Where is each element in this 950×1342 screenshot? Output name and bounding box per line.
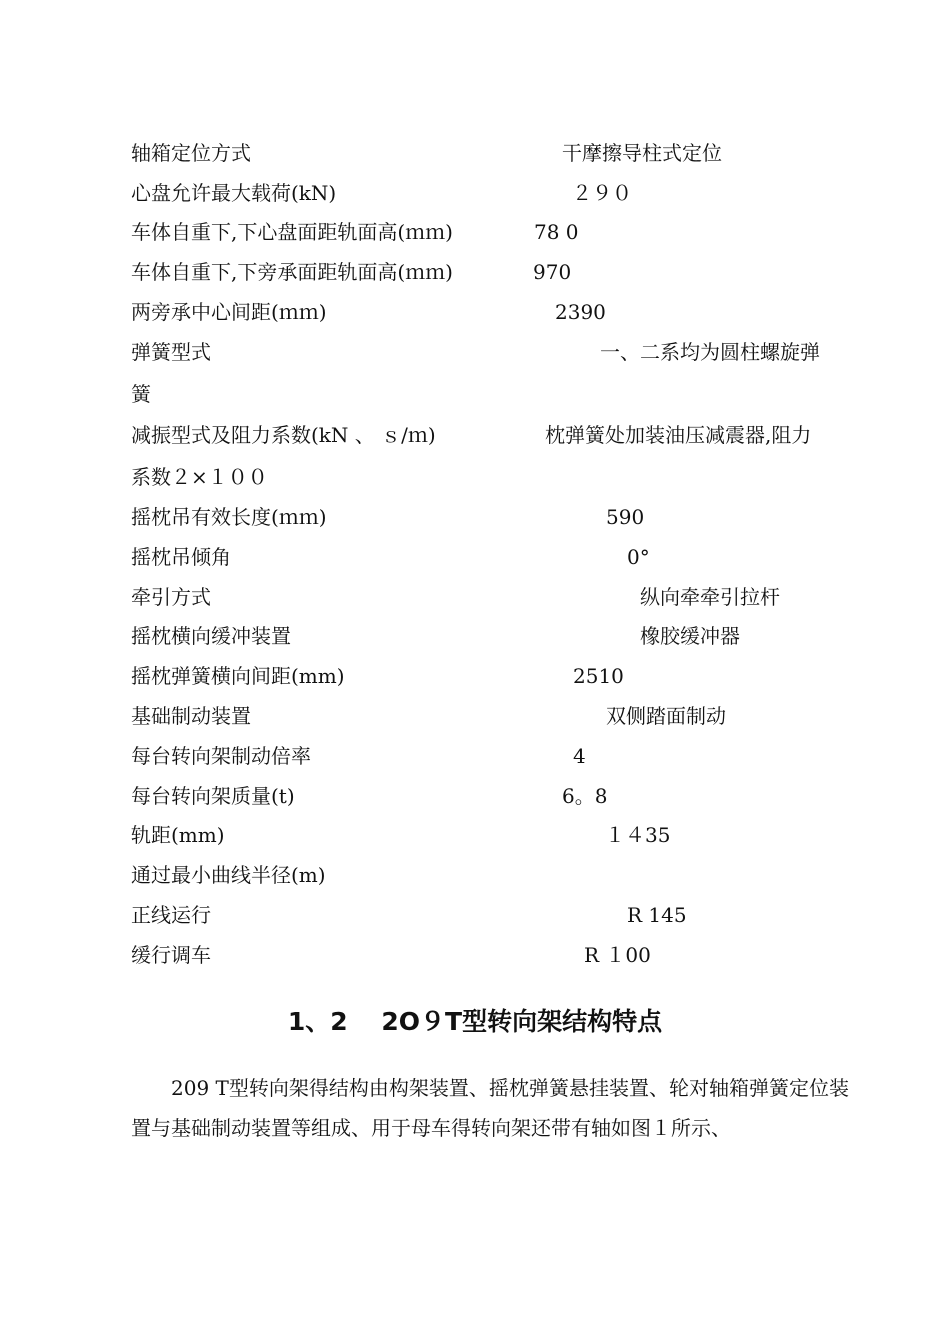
spec-row xyxy=(0,584,950,624)
spec-row xyxy=(0,783,950,823)
spec-label: 每台转向架质量(t) xyxy=(131,784,295,808)
spec-value: 一、二系均为圆柱螺旋弹 xyxy=(600,340,820,364)
section-heading: 1、2 2O９T型转向架结构特点 xyxy=(287,1007,663,1036)
spec-label: 基础制动装置 xyxy=(131,704,251,728)
spec-label: 摇枕吊倾角 xyxy=(131,545,231,569)
spec-label: 正线运行 xyxy=(131,903,211,927)
spec-value: 6。8 xyxy=(562,784,608,808)
spec-value: 78 0 xyxy=(534,220,579,244)
spec-row xyxy=(0,743,950,783)
spec-value: 橡胶缓冲器 xyxy=(640,624,740,648)
spec-row xyxy=(0,140,950,180)
spec-value: １４35 xyxy=(605,823,671,847)
spec-row xyxy=(0,259,950,299)
spec-label: 摇枕弹簧横向间距(mm) xyxy=(131,664,345,688)
spec-row xyxy=(0,544,950,584)
spec-label: 每台转向架制动倍率 xyxy=(131,744,311,768)
spec-row xyxy=(0,422,950,462)
spec-value: 2390 xyxy=(555,300,606,324)
spec-row xyxy=(0,339,950,379)
spec-row xyxy=(0,822,950,862)
spec-value: 双侧踏面制动 xyxy=(606,704,726,728)
spec-label: 系数２×１００ xyxy=(131,465,268,489)
spec-row xyxy=(0,663,950,703)
spec-row xyxy=(0,504,950,544)
spec-label: 轨距(mm) xyxy=(131,823,225,847)
spec-label: 牵引方式 xyxy=(131,585,211,609)
spec-value: 纵向牵牵引拉杆 xyxy=(640,585,780,609)
spec-row xyxy=(0,219,950,259)
spec-label: 车体自重下,下旁承面距轨面高(ｍｍ) xyxy=(131,260,453,284)
spec-row xyxy=(0,703,950,743)
spec-value: 干摩擦导柱式定位 xyxy=(562,141,722,165)
section-paragraph: 209 T型转向架得结构由构架装置、摇枕弹簧悬挂装置、轮对轴箱弹簧定位装置与基础制动装置等组成、用于母车得转向架还带有轴如图１所示、 xyxy=(131,1076,849,1140)
spec-value: R 145 xyxy=(627,903,687,927)
spec-row xyxy=(0,381,950,421)
spec-label: 轴箱定位方式 xyxy=(131,141,251,165)
spec-row xyxy=(0,942,950,982)
spec-label: 摇枕吊有效长度(ｍｍ) xyxy=(131,505,327,529)
spec-value: 970 xyxy=(533,260,572,284)
spec-value: 0° xyxy=(627,545,650,569)
spec-value: R １00 xyxy=(584,943,651,967)
spec-label: 心盘允许最大载荷(kN) xyxy=(131,181,337,205)
spec-row xyxy=(0,902,950,942)
spec-label: 缓行调车 xyxy=(131,943,211,967)
spec-label: 簧 xyxy=(131,382,151,406)
spec-row xyxy=(0,464,950,504)
spec-row xyxy=(0,623,950,663)
spec-value: 590 xyxy=(606,505,645,529)
spec-label: 车体自重下,下心盘面距轨面高(ｍｍ) xyxy=(131,220,453,244)
spec-label: 减振型式及阻力系数(kN 、 ｓ/ｍ) xyxy=(131,423,436,447)
spec-label: 两旁承中心间距(ｍｍ) xyxy=(131,300,327,324)
spec-row xyxy=(0,862,950,902)
spec-value: 枕弹簧处加装油压减震器,阻力 xyxy=(545,423,812,447)
spec-label: 摇枕横向缓冲装置 xyxy=(131,624,291,648)
spec-row xyxy=(0,299,950,339)
spec-label: 通过最小曲线半径(m) xyxy=(131,863,326,887)
spec-value: ２９０ xyxy=(572,181,632,205)
spec-label: 弹簧型式 xyxy=(131,340,211,364)
spec-row xyxy=(0,180,950,220)
spec-value: 4 xyxy=(573,744,586,768)
spec-value: 2510 xyxy=(573,664,624,688)
